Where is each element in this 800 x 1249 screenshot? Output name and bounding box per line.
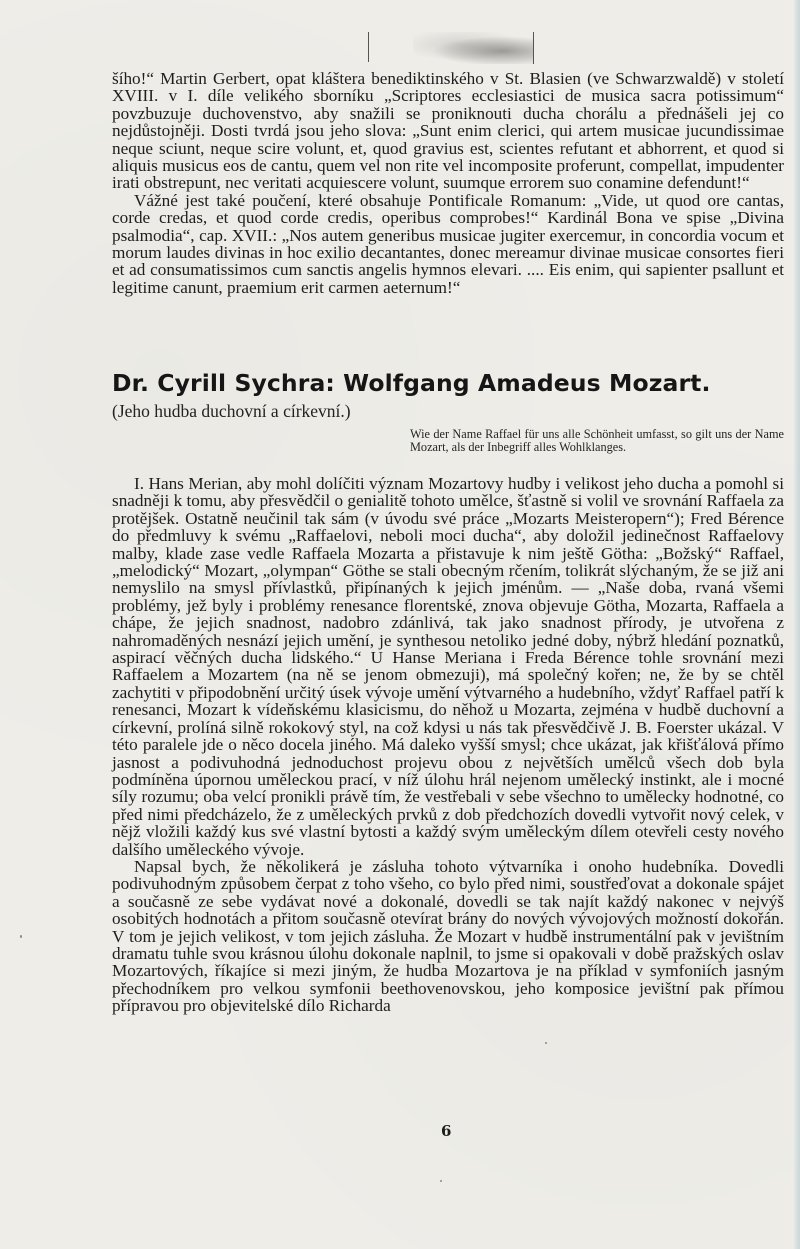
intro-paragraph-1: šího!“ Martin Gerbert, opat kláštera benediktinského v St. Blasien (ve Schwarzwaldě) v století XVIII. v I. díle velikého sborníku „Scriptores ecclesiastici de musica sacra potissimum“ povzbuzuje duchovenstvo, aby snažili se proniknouti ducha chorálu a přednášeli jej co nejdůstojněji. Dosti tvrdá jsou jeho slova: „Sunt enim clerici, qui artem musicae jucundissimae neque sciunt, neque scire volunt, et, quod gravius est, scientes refutant et abhorrent, et quod si aliquis musicus eos de cantu, quem vel non rite vel incomposite proferunt, compellat, impudenter irati obstrepunt, nec veritati acquiescere volunt, suumque errorem suo conamine defendunt!“ [112,69,784,193]
page-edge [794,0,800,1249]
article-title: Dr. Cyrill Sychra: Wolfgang Amadeus Mozart. [112,369,711,397]
article-paragraph-1: I. Hans Merian, aby mohl dolíčiti význam Mozartovy hudby i velikost jeho ducha a pomohl si snadněji k tomu, aby přesvědčil o genialitě tohoto umělce, šťastně si volil ve srovnání Raffaela za protějšek. Ostatně neučinil tak sám (v úvodu své práce „Mozarts Meisteropern“); Fred Bérence do předmluvy k svému „Raffaelovi, neboli moci ducha“, aby doložil jedinečnost Raffaelovy malby, klade zase vedle Raffaela Mozarta a přistavuje k nim ještě Götha: „Božský“ Raffael, „melodický“ Mozart, „olympan“ Göthe se stali obecným rčením, tolikrát slýchaným, že se již ani nemyslilo na smysl přívlastků, připínaných k jejich jménům. — „Naše doba, rvaná všemi problémy, jež byly i problémy renesance florentské, znova objevuje Götha, Mozarta, Raffaela a chápe, že jejich snadnost, nadobro zdánlivá, tak jako snadnost přírody, je utvořena z nahromaděných nesnází jejich umění, je synthesou netoliko jedné doby, nýbrž hledání poznatků, aspirací věčných ducha lidského.“ U Hanse Meriana i Freda Bérence tohle srovnání mezi Raffaelem a Mozartem (na ně se jenom obmezuji), má společný kořen; ne, že by se chtěl zachytiti v připodobnění určitý úsek vývoje umění výtvarného a hudebního, vždyť Raffael patří k renesanci, Mozart k vídeňskému klasicismu, do něhož u Mozarta, zejména v hudbě duchovní a církevní, prolíná silně rokokový styl, na což kdysi u nás tak přesvědčivě J. B. Foerster ukázal. V této paralele jde o něco docela jiného. Má daleko vyšší smysl; chce ukázat, jak křišťálová přímo jasnost a podivuhodná jednoduchost projevu obou z největších umělců všech dob byla podmíněna úpornou uměleckou prací, v níž úlohu hrál nejenom umělecký instinkt, ale i mocné síly rozumu; oba velcí pronikli právě tím, že vestřebali v sebe všechno to umělecky hodnotné, co před nimi předcházelo, že z uměleckých prvků z dob předchozích dovedli vytvořit nový celek, v nějž vložili každý kus své vlastní bytosti a každý svým uměleckým dílem otevřeli cesty nového dalšího uměleckého vývoje. [112,474,784,859]
article-body [112,475,784,1015]
intro-text-block [112,70,784,296]
epigraph: Wie der Name Raffael für uns alle Schönheit umfasst, so gilt uns der Name Mozart, als der Inbegriff alles Wohlklanges. [410,427,784,454]
ornament-rule [368,32,369,62]
paper-speck [20,935,22,938]
article-paragraph-2: Napsal bych, že několikerá je zásluha tohoto výtvarníka i onoho hudebníka. Dovedli podivuhodným způsobem čerpat z toho všeho, co bylo před nimi, soustřeďovat a dokonale spájet a současně ze sebe vydávat nové a dokonalé, dovedli se tak najít každý nakonec v nejvýš osobitých hodnotách a přitom současně otevírat brány do nových vývojových možností dokořán. V tom je jejich velikost, v tom jejich zásluha. Že Mozart v hudbě instrumentální pak v jevištním dramatu tuhle svou krásnou úlohu dokonale naplnil, to jsme si opakovali v době pražských oslav Mozartových, říkajíce si mezi jiným, že hudba Mozartova je na příklad v symfoniích jasným přechodníkem pro velkou symfonii beethovenovskou, jeho komposice jevištní pak přímou přípravou pro objevitelské dílo Richarda [112,856,784,1016]
page-number: 6 [441,1122,452,1140]
paper-speck [545,1042,547,1044]
ornament-stain [413,32,534,64]
top-ornament-smudge [368,30,536,66]
intro-paragraph-2: Vážné jest také poučení, které obsahuje Pontificale Romanum: „Vide, ut quod ore cantas, corde credas, et quod corde credis, operibus comprobes!“ Kardinál Bona ve spise „Divina psalmodia“, cap. XVII.: „Nos autem generibus musicae jugiter exercemur, in concordia vocum et morum laudes divinas in hoc exilio decantantes, donec mereamur divinae musicae consortes fieri et ad consumatissimos cum sanctis angelis hymnos elevari. .... Eis enim, qui sapienter psallunt et legitime canunt, praemium erit carmen aeternum!“ [112,190,784,297]
paper-speck [440,1180,442,1182]
article-subtitle: (Jeho hudba duchovní a církevní.) [112,401,351,421]
